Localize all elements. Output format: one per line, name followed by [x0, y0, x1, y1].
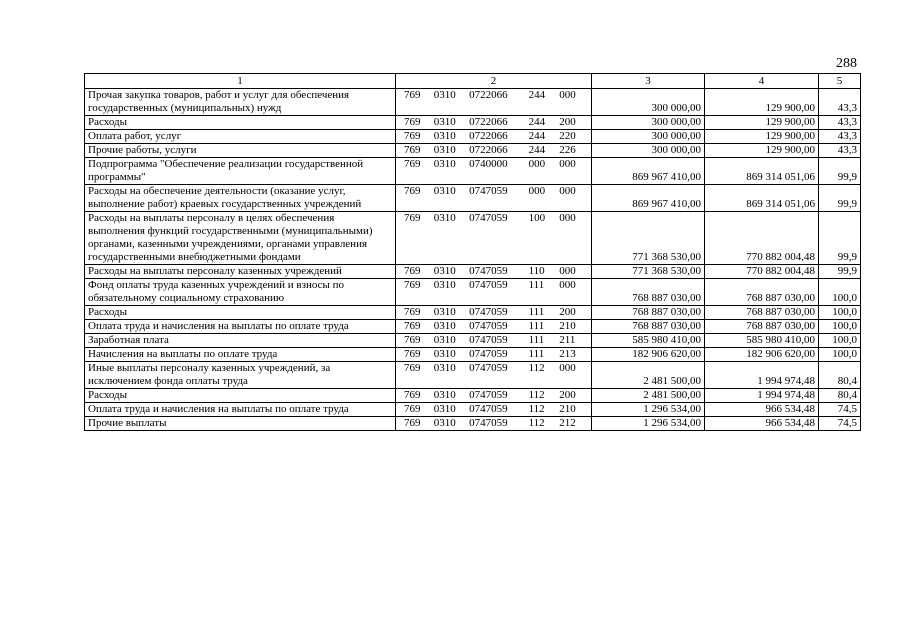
table-row — [85, 417, 861, 431]
row-plan-amount: 869 967 410,00 — [592, 158, 705, 185]
table-row — [85, 348, 861, 362]
table-row — [85, 389, 861, 403]
code-section: 0310 — [433, 185, 456, 197]
code-target: 0747059 — [469, 279, 508, 291]
code-admin: 769 — [404, 279, 421, 291]
code-target: 0747059 — [469, 306, 508, 318]
row-percent: 43,3 — [819, 144, 861, 158]
table-row — [85, 403, 861, 417]
row-plan-amount: 768 887 030,00 — [592, 279, 705, 306]
table-row — [85, 185, 861, 212]
code-target: 0747059 — [469, 334, 508, 346]
code-admin: 769 — [404, 403, 421, 415]
code-admin: 769 — [404, 362, 421, 374]
row-name: Оплата труда и начисления на выплаты по оплате труда — [85, 320, 396, 334]
header-col-3: 3 — [592, 74, 705, 89]
code-kosgu: 210 — [559, 403, 576, 415]
code-target: 0722066 — [469, 116, 508, 128]
row-executed-amount: 869 314 051,06 — [705, 158, 819, 185]
row-plan-amount: 2 481 500,00 — [592, 362, 705, 389]
code-kosgu: 210 — [559, 320, 576, 332]
code-expense-type: 244 — [528, 130, 546, 142]
row-codes — [396, 130, 592, 144]
code-expense-type: 000 — [528, 185, 546, 197]
code-admin: 769 — [404, 334, 421, 346]
row-percent: 100,0 — [819, 348, 861, 362]
code-target: 0747059 — [469, 265, 508, 277]
code-target: 0747059 — [469, 417, 508, 429]
row-plan-amount: 2 481 500,00 — [592, 389, 705, 403]
code-section: 0310 — [433, 389, 456, 401]
row-plan-amount: 869 967 410,00 — [592, 185, 705, 212]
code-admin: 769 — [404, 348, 421, 360]
row-percent: 100,0 — [819, 320, 861, 334]
row-plan-amount: 771 368 530,00 — [592, 212, 705, 265]
row-name: Расходы на выплаты персоналу в целях обеспечения выполнения функций государственными (муниципальными) органами, казенными учреждениями, органами управления государственными внебюджетными фондами — [85, 212, 396, 265]
code-kosgu: 200 — [559, 306, 576, 318]
code-admin: 769 — [404, 185, 421, 197]
code-section: 0310 — [433, 279, 456, 291]
table-row — [85, 265, 861, 279]
table-row — [85, 320, 861, 334]
row-name: Фонд оплаты труда казенных учреждений и взносы по обязательному социальному страхованию — [85, 279, 396, 306]
code-target: 0722066 — [469, 130, 508, 142]
row-plan-amount: 771 368 530,00 — [592, 265, 705, 279]
row-name: Расходы — [85, 389, 396, 403]
header-row — [85, 74, 861, 89]
row-name: Иные выплаты персоналу казенных учреждений, за исключением фонда оплаты труда — [85, 362, 396, 389]
code-admin: 769 — [404, 116, 421, 128]
code-admin: 769 — [404, 144, 421, 156]
row-codes — [396, 116, 592, 130]
code-kosgu: 220 — [559, 130, 576, 142]
code-kosgu: 212 — [559, 417, 576, 429]
code-admin: 769 — [404, 306, 421, 318]
row-plan-amount: 1 296 534,00 — [592, 403, 705, 417]
code-expense-type: 111 — [528, 306, 545, 318]
code-expense-type: 244 — [528, 144, 546, 156]
row-codes — [396, 185, 592, 212]
row-codes — [396, 265, 592, 279]
header-col-1: 1 — [85, 74, 396, 89]
row-plan-amount: 1 296 534,00 — [592, 417, 705, 431]
code-section: 0310 — [433, 116, 456, 128]
code-target: 0747059 — [469, 212, 508, 224]
row-executed-amount: 966 534,48 — [705, 403, 819, 417]
row-codes — [396, 144, 592, 158]
row-name: Прочие работы, услуги — [85, 144, 396, 158]
code-target: 0747059 — [469, 403, 508, 415]
row-executed-amount: 770 882 004,48 — [705, 265, 819, 279]
row-codes — [396, 362, 592, 389]
code-section: 0310 — [433, 265, 456, 277]
row-executed-amount: 129 900,00 — [705, 130, 819, 144]
code-expense-type: 112 — [528, 389, 545, 401]
code-section: 0310 — [433, 403, 456, 415]
row-name: Прочие выплаты — [85, 417, 396, 431]
code-target: 0740000 — [469, 158, 508, 170]
row-codes — [396, 212, 592, 265]
row-executed-amount: 129 900,00 — [705, 116, 819, 130]
row-codes — [396, 389, 592, 403]
table-row — [85, 306, 861, 320]
code-target: 0722066 — [469, 144, 508, 156]
code-expense-type: 244 — [528, 89, 546, 101]
row-codes — [396, 320, 592, 334]
table-row — [85, 89, 861, 116]
row-percent: 99,9 — [819, 265, 861, 279]
code-kosgu: 000 — [559, 185, 576, 197]
code-kosgu: 000 — [559, 265, 576, 277]
row-codes — [396, 158, 592, 185]
row-plan-amount: 182 906 620,00 — [592, 348, 705, 362]
row-name: Расходы на обеспечение деятельности (оказание услуг, выполнение работ) краевых государственных учреждений — [85, 185, 396, 212]
code-admin: 769 — [404, 130, 421, 142]
code-target: 0722066 — [469, 89, 508, 101]
header-col-5: 5 — [819, 74, 861, 89]
row-plan-amount: 300 000,00 — [592, 144, 705, 158]
row-percent: 80,4 — [819, 389, 861, 403]
table-row — [85, 130, 861, 144]
code-kosgu: 211 — [559, 334, 576, 346]
code-kosgu: 000 — [559, 279, 576, 291]
table-row — [85, 362, 861, 389]
row-percent: 99,9 — [819, 158, 861, 185]
code-admin: 769 — [404, 158, 421, 170]
table-row — [85, 279, 861, 306]
row-name: Расходы — [85, 306, 396, 320]
budget-execution-table — [84, 73, 861, 431]
row-executed-amount: 768 887 030,00 — [705, 320, 819, 334]
row-percent: 74,5 — [819, 417, 861, 431]
row-name: Расходы на выплаты персоналу казенных учреждений — [85, 265, 396, 279]
row-name: Заработная плата — [85, 334, 396, 348]
header-col-4: 4 — [705, 74, 819, 89]
row-executed-amount: 966 534,48 — [705, 417, 819, 431]
row-codes — [396, 334, 592, 348]
code-kosgu: 213 — [559, 348, 576, 360]
row-executed-amount: 129 900,00 — [705, 144, 819, 158]
code-admin: 769 — [404, 320, 421, 332]
code-kosgu: 200 — [559, 389, 576, 401]
row-codes — [396, 348, 592, 362]
code-expense-type: 112 — [528, 403, 545, 415]
row-codes — [396, 417, 592, 431]
row-plan-amount: 300 000,00 — [592, 130, 705, 144]
row-executed-amount: 585 980 410,00 — [705, 334, 819, 348]
row-name: Расходы — [85, 116, 396, 130]
row-codes — [396, 279, 592, 306]
code-target: 0747059 — [469, 389, 508, 401]
row-name: Прочая закупка товаров, работ и услуг для обеспечения государственных (муниципальных) нужд — [85, 89, 396, 116]
row-codes — [396, 403, 592, 417]
row-executed-amount: 182 906 620,00 — [705, 348, 819, 362]
page-number: 288 — [836, 56, 857, 71]
row-percent: 99,9 — [819, 185, 861, 212]
code-expense-type: 110 — [528, 265, 545, 277]
row-executed-amount: 129 900,00 — [705, 89, 819, 116]
code-section: 0310 — [433, 306, 456, 318]
row-percent: 100,0 — [819, 279, 861, 306]
row-executed-amount: 768 887 030,00 — [705, 306, 819, 320]
row-executed-amount: 869 314 051,06 — [705, 185, 819, 212]
code-expense-type: 111 — [528, 320, 545, 332]
row-percent: 100,0 — [819, 306, 861, 320]
row-percent: 43,3 — [819, 130, 861, 144]
row-name: Подпрограмма "Обеспечение реализации государственной программы" — [85, 158, 396, 185]
code-section: 0310 — [433, 144, 456, 156]
row-name: Начисления на выплаты по оплате труда — [85, 348, 396, 362]
code-section: 0310 — [433, 348, 456, 360]
row-executed-amount: 1 994 974,48 — [705, 389, 819, 403]
code-kosgu: 000 — [559, 158, 576, 170]
table-row — [85, 144, 861, 158]
code-kosgu: 226 — [559, 144, 576, 156]
row-plan-amount: 768 887 030,00 — [592, 320, 705, 334]
row-name: Оплата труда и начисления на выплаты по оплате труда — [85, 403, 396, 417]
row-percent: 43,3 — [819, 116, 861, 130]
code-target: 0747059 — [469, 362, 508, 374]
row-executed-amount: 770 882 004,48 — [705, 212, 819, 265]
row-percent: 80,4 — [819, 362, 861, 389]
code-admin: 769 — [404, 265, 421, 277]
code-expense-type: 111 — [528, 334, 545, 346]
code-section: 0310 — [433, 130, 456, 142]
code-admin: 769 — [404, 212, 421, 224]
row-executed-amount: 768 887 030,00 — [705, 279, 819, 306]
row-percent: 100,0 — [819, 334, 861, 348]
table-row — [85, 116, 861, 130]
code-section: 0310 — [433, 320, 456, 332]
code-section: 0310 — [433, 89, 456, 101]
code-expense-type: 244 — [528, 116, 546, 128]
code-expense-type: 112 — [528, 362, 545, 374]
code-admin: 769 — [404, 89, 421, 101]
row-executed-amount: 1 994 974,48 — [705, 362, 819, 389]
code-expense-type: 100 — [528, 212, 546, 224]
code-target: 0747059 — [469, 185, 508, 197]
row-percent: 99,9 — [819, 212, 861, 265]
table-row — [85, 158, 861, 185]
code-kosgu: 000 — [559, 362, 576, 374]
row-codes — [396, 306, 592, 320]
row-name: Оплата работ, услуг — [85, 130, 396, 144]
table-body — [85, 89, 861, 431]
code-kosgu: 200 — [559, 116, 576, 128]
code-expense-type: 111 — [528, 279, 545, 291]
code-expense-type: 112 — [528, 417, 545, 429]
row-plan-amount: 768 887 030,00 — [592, 306, 705, 320]
code-section: 0310 — [433, 362, 456, 374]
code-section: 0310 — [433, 417, 456, 429]
code-admin: 769 — [404, 417, 421, 429]
code-expense-type: 000 — [528, 158, 546, 170]
table-row — [85, 212, 861, 265]
code-expense-type: 111 — [528, 348, 545, 360]
header-col-2: 2 — [396, 74, 592, 89]
code-admin: 769 — [404, 389, 421, 401]
code-target: 0747059 — [469, 320, 508, 332]
code-kosgu: 000 — [559, 212, 576, 224]
row-percent: 74,5 — [819, 403, 861, 417]
row-plan-amount: 585 980 410,00 — [592, 334, 705, 348]
code-section: 0310 — [433, 158, 456, 170]
code-kosgu: 000 — [559, 89, 576, 101]
row-plan-amount: 300 000,00 — [592, 116, 705, 130]
row-percent: 43,3 — [819, 89, 861, 116]
code-section: 0310 — [433, 212, 456, 224]
row-plan-amount: 300 000,00 — [592, 89, 705, 116]
table-row — [85, 334, 861, 348]
code-section: 0310 — [433, 334, 456, 346]
row-codes — [396, 89, 592, 116]
code-target: 0747059 — [469, 348, 508, 360]
